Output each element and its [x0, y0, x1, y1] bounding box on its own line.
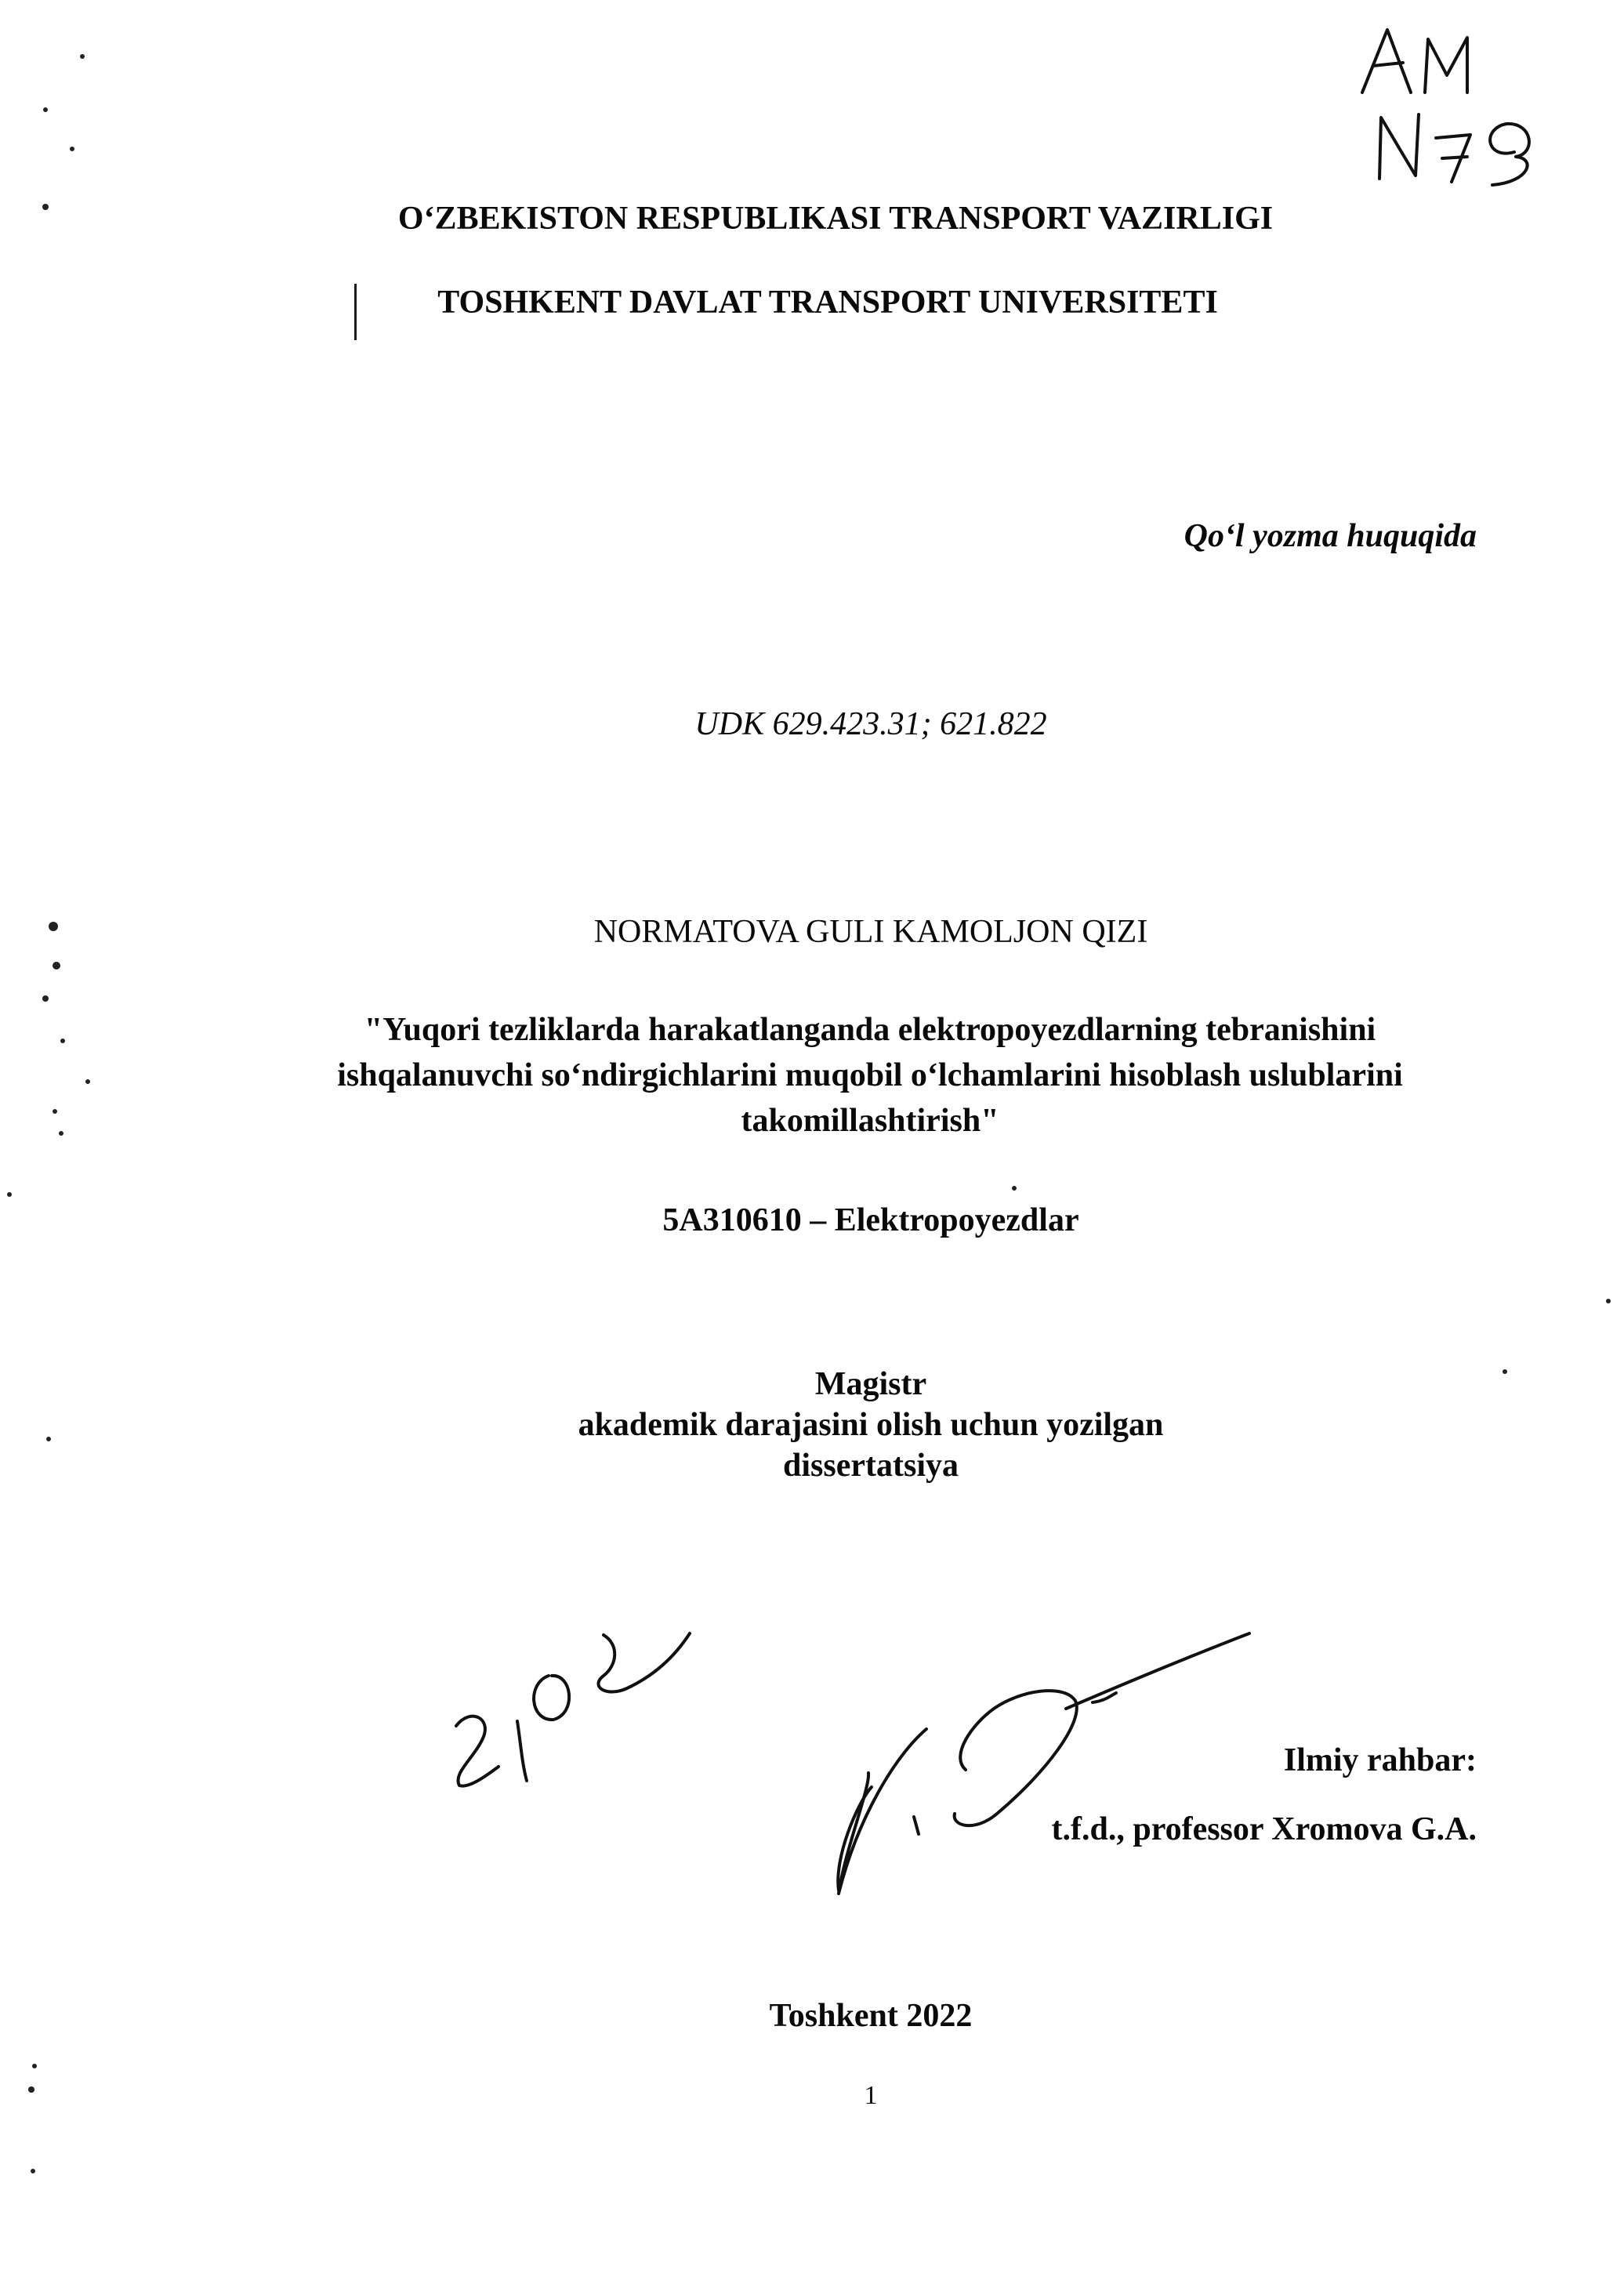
title-line: "Yuqori tezliklarda harakatlanganda elektropoyezdlarning tebranishini: [364, 1012, 1376, 1048]
dissertation-title: [259, 1007, 1481, 1144]
margin-line-mark: [354, 284, 357, 340]
degree-statement: [0, 1364, 1624, 1486]
ministry-heading: O‘ZBEKISTON RESPUBLIKASI TRANSPORT VAZIRLIGI: [397, 201, 1274, 237]
corner-handwritten-code: [1362, 30, 1529, 185]
degree-line: Magistr: [814, 1366, 927, 1402]
udk-code: UDK 629.423.31; 621.822: [694, 706, 1047, 742]
degree-line: dissertatsiya: [783, 1448, 959, 1484]
page-number: 1: [864, 2081, 878, 2110]
university-heading: TOSHKENT DAVLAT TRANSPORT UNIVERSITETI: [437, 285, 1218, 321]
supervisor-label: Ilmiy rahbar:: [1283, 1742, 1477, 1778]
title-line: takomillashtirish": [741, 1103, 999, 1139]
city-year: Toshkent 2022: [769, 1998, 973, 2034]
title-line: ishqalanuvchi so‘ndirgichlarini muqobil o‘lchamlarini hisoblash uslublarini: [337, 1057, 1403, 1093]
degree-line: akademik darajasini olish uchun yozilgan: [578, 1407, 1164, 1443]
supervisor-name: t.f.d., professor Xromova G.A.: [1051, 1811, 1477, 1847]
specialty-code: 5A310610 – Elektropoyezdlar: [662, 1202, 1079, 1238]
rights-note: Qo‘l yozma huquqida: [1184, 518, 1477, 554]
margin-handwritten-number: [456, 1633, 690, 1786]
author-name: NORMATOVA GULI KAMOLJON QIZI: [593, 914, 1148, 950]
signature-icon: [838, 1633, 1249, 1894]
